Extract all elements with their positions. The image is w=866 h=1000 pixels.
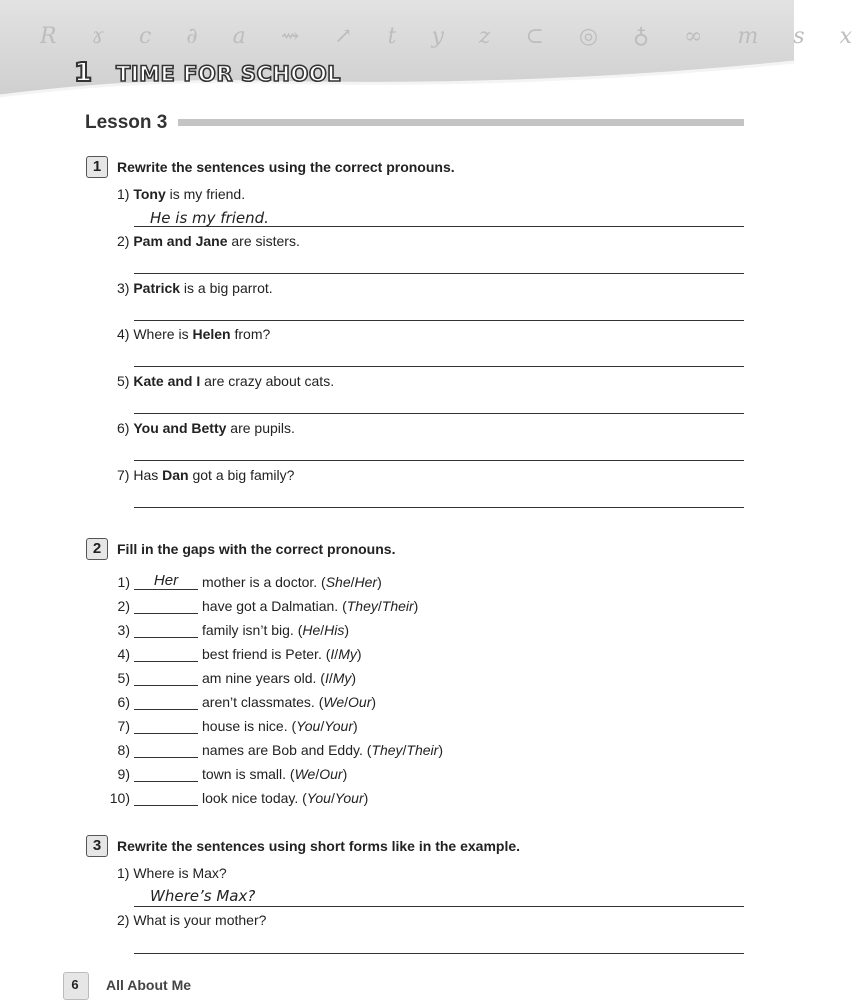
option-2: Their xyxy=(406,742,439,758)
handwritten-answer: Where’s Max? xyxy=(150,887,256,905)
gap-item: 5) am nine years old. (I/My) xyxy=(100,668,356,688)
gap-item: 4) best friend is Peter. (I/My) xyxy=(100,644,362,664)
gap-blank[interactable] xyxy=(134,668,198,686)
option-1: I xyxy=(324,670,329,686)
answer-line[interactable] xyxy=(134,413,744,414)
gap-item: 6) aren’t classmates. (We/Our) xyxy=(100,692,376,712)
sentence-item xyxy=(117,420,295,436)
lesson-divider xyxy=(178,119,744,126)
item-text-post: from? xyxy=(230,326,271,343)
item-number: 4) xyxy=(117,326,130,343)
item-number: 4) xyxy=(117,646,130,662)
gap-blank[interactable] xyxy=(134,716,198,734)
option-2: Your xyxy=(334,790,364,806)
item-number: 6) xyxy=(117,694,130,710)
item-text-bold: Tony xyxy=(133,186,166,202)
item-text-bold: Pam and Jane xyxy=(133,232,228,249)
item-text: What is your mother? xyxy=(133,912,267,928)
exercise-3-instruction: Rewrite the sentences using short forms like in the example. xyxy=(117,838,521,854)
item-text-bold: Helen xyxy=(192,326,231,343)
item-number: 5) xyxy=(117,670,130,686)
answer-line[interactable] xyxy=(134,507,744,508)
item-text: aren’t classmates. ( xyxy=(202,694,324,710)
option-2: My xyxy=(338,646,357,662)
answer-line[interactable] xyxy=(134,320,744,321)
item-text: mother is a doctor. ( xyxy=(202,574,326,590)
page-number: 6 xyxy=(71,977,79,992)
gap-blank[interactable] xyxy=(134,740,198,758)
exercise-3-number: 3 xyxy=(86,835,108,857)
answer-line[interactable] xyxy=(134,460,744,461)
gap-blank[interactable] xyxy=(134,788,198,806)
item-number: 2) xyxy=(117,912,130,928)
answer-line[interactable] xyxy=(134,366,744,367)
item-text-bold: Kate and I xyxy=(133,373,201,390)
unit-number: 1 xyxy=(74,58,93,88)
exercise-1-number: 1 xyxy=(86,156,108,178)
item-text-post: are pupils. xyxy=(226,420,295,436)
item-number: 7) xyxy=(117,466,130,483)
exercise-2-instruction: Fill in the gaps with the correct pronouns. xyxy=(117,541,396,557)
item-text-post: is a big parrot. xyxy=(180,279,273,296)
item-text-post: got a big family? xyxy=(188,466,295,483)
unit-title: TIME FOR SCHOOL xyxy=(116,62,342,86)
option-1: You xyxy=(306,790,331,806)
option-2: Your xyxy=(324,718,354,734)
option-2: Our xyxy=(348,694,372,710)
gap-blank[interactable] xyxy=(134,596,198,614)
item-number: 9) xyxy=(117,766,130,782)
sentence-item xyxy=(117,280,273,296)
gap-item: 8) names are Bob and Eddy. (They/Their) xyxy=(100,740,443,760)
item-number: 3) xyxy=(117,622,130,638)
option-1: They xyxy=(371,742,403,758)
item-text: family isn’t big. ( xyxy=(202,622,303,638)
sentence-item xyxy=(117,912,266,928)
option-1: We xyxy=(323,694,345,710)
gap-blank[interactable] xyxy=(134,644,198,662)
item-text: town is small. ( xyxy=(202,766,295,782)
option-2: Our xyxy=(319,766,343,782)
answer-line[interactable] xyxy=(134,953,744,954)
sentence-item xyxy=(117,186,245,202)
option-2: His xyxy=(324,622,345,638)
exercise-2-number: 2 xyxy=(86,538,108,560)
sentence-item xyxy=(117,326,270,342)
gap-item: 9) town is small. (We/Our) xyxy=(100,764,347,784)
item-number: 7) xyxy=(117,718,130,734)
gap-item: 10) look nice today. (You/Your) xyxy=(100,788,368,808)
item-text-pre: Has xyxy=(133,466,163,483)
gap-item: 3) family isn’t big. (He/His) xyxy=(100,620,349,640)
option-2: Her xyxy=(354,574,378,590)
gap-item: 2) have got a Dalmatian. (They/Their) xyxy=(100,596,418,616)
handwritten-answer: He is my friend. xyxy=(150,209,269,227)
gap-blank[interactable] xyxy=(134,692,198,710)
item-number: 1) xyxy=(117,186,130,202)
option-1: I xyxy=(330,646,335,662)
item-number: 2) xyxy=(117,598,130,614)
item-number: 1) xyxy=(117,865,130,881)
item-text-post: are crazy about cats. xyxy=(200,373,335,390)
gap-item: 7) house is nice. (You/Your) xyxy=(100,716,358,736)
item-text: house is nice. ( xyxy=(202,718,297,734)
decorative-letters: R ɤ c ∂ a ⇝ ↗ t y z ⊂ ◎ ♁ ∞ m s x xyxy=(40,24,866,49)
item-text-post: are sisters. xyxy=(227,232,300,249)
item-text-bold: Dan xyxy=(162,466,189,483)
gap-blank[interactable]: Her xyxy=(134,572,198,590)
sentence-item xyxy=(117,467,294,483)
answer-line[interactable] xyxy=(134,273,744,274)
item-text: have got a Dalmatian. ( xyxy=(202,598,347,614)
lesson-title: Lesson 3 xyxy=(85,112,168,133)
option-2: Their xyxy=(381,598,414,614)
sentence-item xyxy=(117,373,334,389)
sentence-item xyxy=(117,233,300,249)
gap-item: 1) Her mother is a doctor. (She/Her) xyxy=(100,572,382,592)
option-1: He xyxy=(302,622,321,638)
item-text-post: is my friend. xyxy=(165,186,246,202)
exercise-1-instruction: Rewrite the sentences using the correct pronouns. xyxy=(117,159,455,175)
item-number: 10) xyxy=(109,790,130,806)
item-text-bold: Patrick xyxy=(133,279,181,296)
item-text: look nice today. ( xyxy=(202,790,307,806)
item-text: best friend is Peter. ( xyxy=(202,646,331,662)
gap-blank[interactable] xyxy=(134,620,198,638)
answer-line[interactable] xyxy=(134,906,744,907)
option-1: She xyxy=(325,574,351,590)
option-1: You xyxy=(296,718,321,734)
item-text: names are Bob and Eddy. ( xyxy=(202,742,372,758)
item-text: am nine years old. ( xyxy=(202,670,325,686)
item-number: 3) xyxy=(117,279,130,296)
option-2: My xyxy=(332,670,352,686)
item-text-pre: Where is xyxy=(133,326,193,343)
item-text-bold: You and Betty xyxy=(133,420,227,436)
item-text: Where is Max? xyxy=(133,865,227,881)
footer-title: All About Me xyxy=(106,977,192,993)
item-number: 2) xyxy=(117,232,130,249)
item-number: 6) xyxy=(117,420,130,436)
item-number: 1) xyxy=(117,574,130,590)
gap-blank[interactable] xyxy=(134,764,198,782)
sentence-item xyxy=(117,865,227,881)
option-1: They xyxy=(346,598,378,614)
option-1: We xyxy=(294,766,316,782)
item-number: 5) xyxy=(117,373,130,390)
item-number: 8) xyxy=(117,742,130,758)
